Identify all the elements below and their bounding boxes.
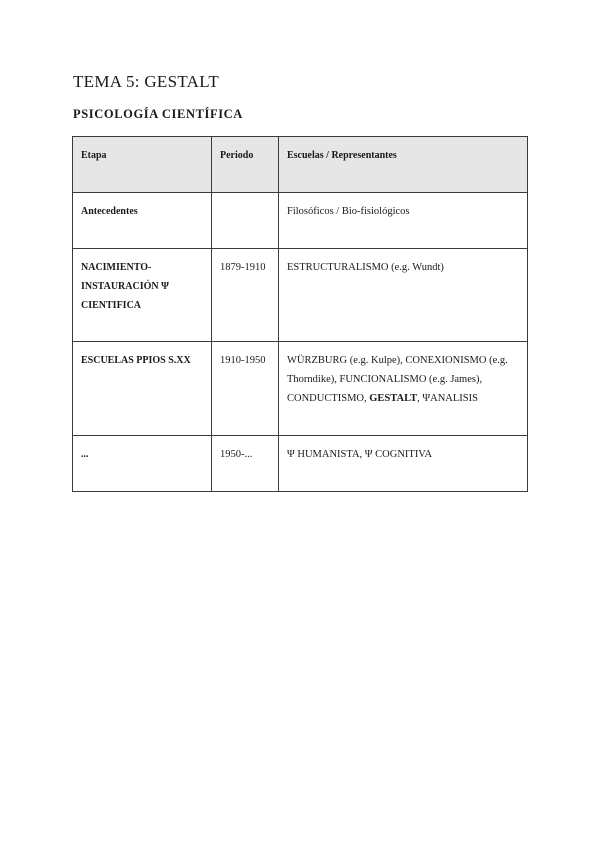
schools-text-end: , ΨANALISIS [417, 393, 478, 404]
cell-schools: Ψ HUMANISTA, Ψ COGNITIVA [279, 436, 528, 492]
cell-period: 1879-1910 [212, 249, 279, 342]
header-schools: Escuelas / Representantes [279, 137, 528, 193]
table-row [73, 436, 528, 492]
cell-stage: ... [73, 436, 212, 492]
cell-period: 1950-... [212, 436, 279, 492]
cell-schools: Filosóficos / Bio-fisiológicos [279, 193, 528, 249]
schools-table [72, 136, 528, 492]
schools-text: WÜRZBURG (e.g. Kulpe), CONEXIONISMO (e.g. Thorndike), FUNCIONALISMO (e.g. James), CONDUCTISMO, [287, 355, 508, 404]
cell-period [212, 193, 279, 249]
cell-stage: NACIMIENTO-INSTAURACIÓN Ψ CIENTIFICA [73, 249, 212, 342]
header-stage: Etapa [73, 137, 212, 193]
cell-period: 1910-1950 [212, 342, 279, 436]
cell-stage: ESCUELAS PPIOS S.XX [73, 342, 212, 436]
document-title: TEMA 5: GESTALT [73, 72, 220, 91]
cell-schools: ESTRUCTURALISMO (e.g. Wundt) [279, 249, 528, 342]
cell-stage: Antecedentes [73, 193, 212, 249]
table-header-row [73, 137, 528, 193]
document-subtitle: PSICOLOGÍA CIENTÍFICA [73, 107, 243, 121]
table-row [73, 193, 528, 249]
table-row [73, 342, 528, 436]
cell-schools [279, 342, 528, 436]
header-period: Periodo [212, 137, 279, 193]
table-row [73, 249, 528, 342]
schools-highlight: GESTALT [369, 393, 418, 404]
